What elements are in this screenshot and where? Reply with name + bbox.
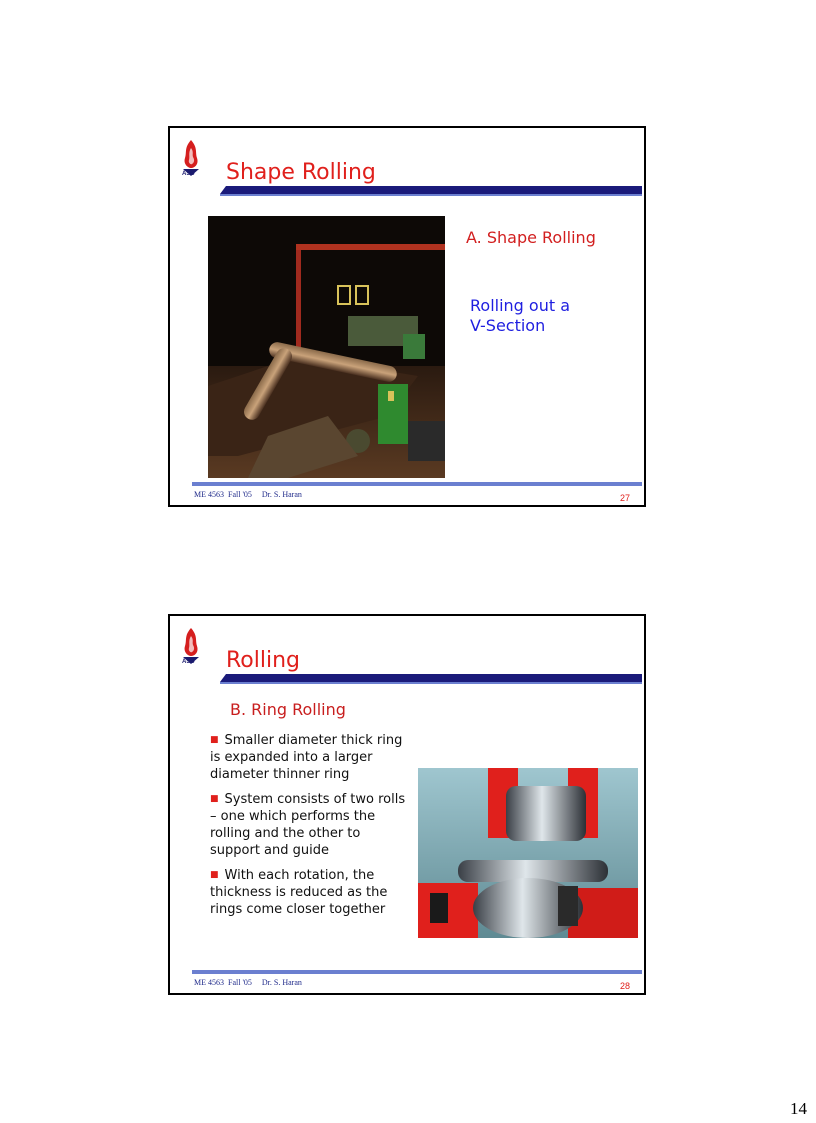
list-item (210, 867, 410, 918)
slide-number: 27 (620, 493, 631, 503)
slide-27 (168, 126, 646, 507)
footer-divider (192, 482, 642, 486)
slide-title: Rolling (226, 648, 301, 673)
bullet-text: With each rotation, the thickness is reduced as the rings come closer together (210, 868, 388, 917)
bullet-list (210, 732, 410, 926)
footer-credit: ME 4563 Fall '05 Dr. S. Haran (194, 978, 302, 987)
bullet-square-icon: ■ (210, 870, 219, 880)
slide-28 (168, 614, 646, 995)
page-number: 14 (790, 1099, 807, 1118)
footer-divider (192, 970, 642, 974)
bullet-text: Smaller diameter thick ring is expanded into a larger diameter thinner ring (210, 733, 403, 782)
bullet-square-icon: ■ (210, 735, 219, 745)
bullet-text: System consists of two rolls – one which performs the rolling and the other to support and guide (210, 792, 406, 858)
list-item (210, 732, 410, 783)
title-underline-bar (220, 674, 642, 684)
caption-line: V-Section (470, 316, 546, 335)
footer-credit: ME 4563 Fall '05 Dr. S. Haran (194, 490, 302, 499)
section-heading: A. Shape Rolling (466, 228, 596, 247)
title-underline-bar (220, 186, 642, 196)
section-heading: B. Ring Rolling (230, 700, 346, 719)
caption-line: Rolling out a (470, 296, 570, 315)
shape-rolling-photo (208, 216, 445, 478)
slide-number: 28 (620, 981, 631, 991)
bullet-square-icon: ■ (210, 794, 219, 804)
list-item (210, 791, 410, 859)
photo-caption (470, 296, 570, 336)
logo-label: ASU (182, 659, 195, 665)
logo-label: ASU (182, 171, 195, 177)
slide-title: Shape Rolling (226, 160, 376, 185)
ring-rolling-photo (418, 768, 638, 938)
